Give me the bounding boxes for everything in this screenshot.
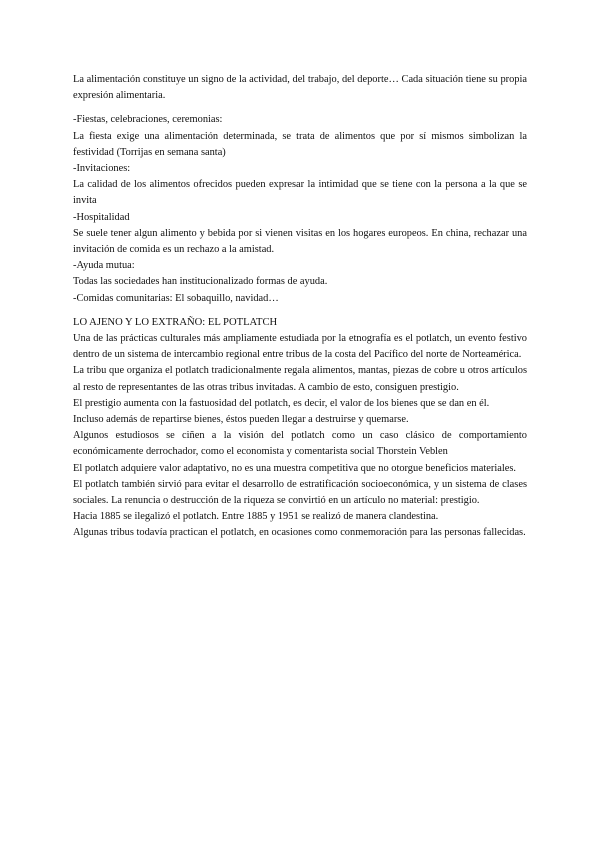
occasion-heading-fiestas: -Fiestas, celebraciones, ceremonias: (73, 114, 223, 126)
occasion-text-invitaciones: La calidad de los alimentos ofrecidos pueden expresar la intimidad que se tiene con la persona a la que se invita (73, 179, 527, 207)
potlatch-paragraph: La tribu que organiza el potlatch tradicionalmente regala alimentos, mantas, piezas de cobre u otros artículos al resto de representantes de las otras tribus invitadas. A cambio de esto, consiguen prestigio. (73, 365, 527, 393)
potlatch-paragraph: Una de las prácticas culturales más ampliamente estudiada por la etnografía es el potlatch, un evento festivo dentro de un sistema de intercambio regional entre tribus de la costa del Pacífico del norte de Norteamérica. (73, 333, 527, 361)
potlatch-paragraph: Hacia 1885 se ilegalizó el potlatch. Entre 1885 y 1951 se realizó de manera clandestina. (73, 511, 439, 523)
occasion-heading-hospitalidad: -Hospitalidad (73, 211, 130, 223)
intro-paragraph: La alimentación constituye un signo de la actividad, del trabajo, del deporte… Cada situación tiene su propia expresión alimentaria. (73, 74, 527, 102)
potlatch-paragraph: El potlatch también sirvió para evitar el desarrollo de estratificación socioeconómica, y un sistema de clases sociales. La renuncia o destrucción de la riqueza se convirtió en un artículo no material: prestigio. (73, 478, 527, 507)
occasion-heading-ayuda: -Ayuda mutua: (73, 260, 135, 272)
potlatch-paragraph: El potlatch adquiere valor adaptativo, no es una muestra competitiva que no otorgue beneficios materiales. (73, 462, 516, 474)
occasion-heading-invitaciones: -Invitaciones: (73, 163, 131, 175)
potlatch-paragraph: Incluso además de repartirse bienes, éstos pueden llegar a destruirse y quemarse. (73, 414, 409, 426)
potlatch-paragraph: Algunas tribus todavía practican el potlatch, en ocasiones como conmemoración para las personas fallecidas. (73, 527, 526, 539)
occasion-text-hospitalidad: Se suele tener algun alimento y bebida por si vienen visitas en los hogares europeos. En china, rechazar una invitación de comida es un rechazo a la amistad. (73, 227, 527, 256)
potlatch-paragraph: El prestigio aumenta con la fastuosidad del potlatch, es decir, el valor de los bienes que se dan en él. (73, 397, 490, 409)
occasion-comidas-comunitarias: -Comidas comunitarias: El sobaquillo, navidad… (73, 292, 279, 304)
occasion-text-ayuda: Todas las sociedades han institucionalizado formas de ayuda. (73, 276, 328, 288)
document-body (73, 72, 527, 542)
section-title: LO AJENO Y LO EXTRAÑO: EL POTLATCH (73, 316, 278, 328)
occasion-text-fiestas: La fiesta exige una alimentación determinada, se trata de alimentos que por sí mismos simbolizan la festividad (Torrijas en semana santa) (73, 130, 527, 158)
paragraph-spacer (73, 104, 527, 112)
potlatch-paragraph: Algunos estudiosos se ciñen a la visión del potlatch como un caso clásico de comportamiento económicamente derrochador, como el economista y comentarista social Thorstein Veblen (73, 430, 527, 458)
